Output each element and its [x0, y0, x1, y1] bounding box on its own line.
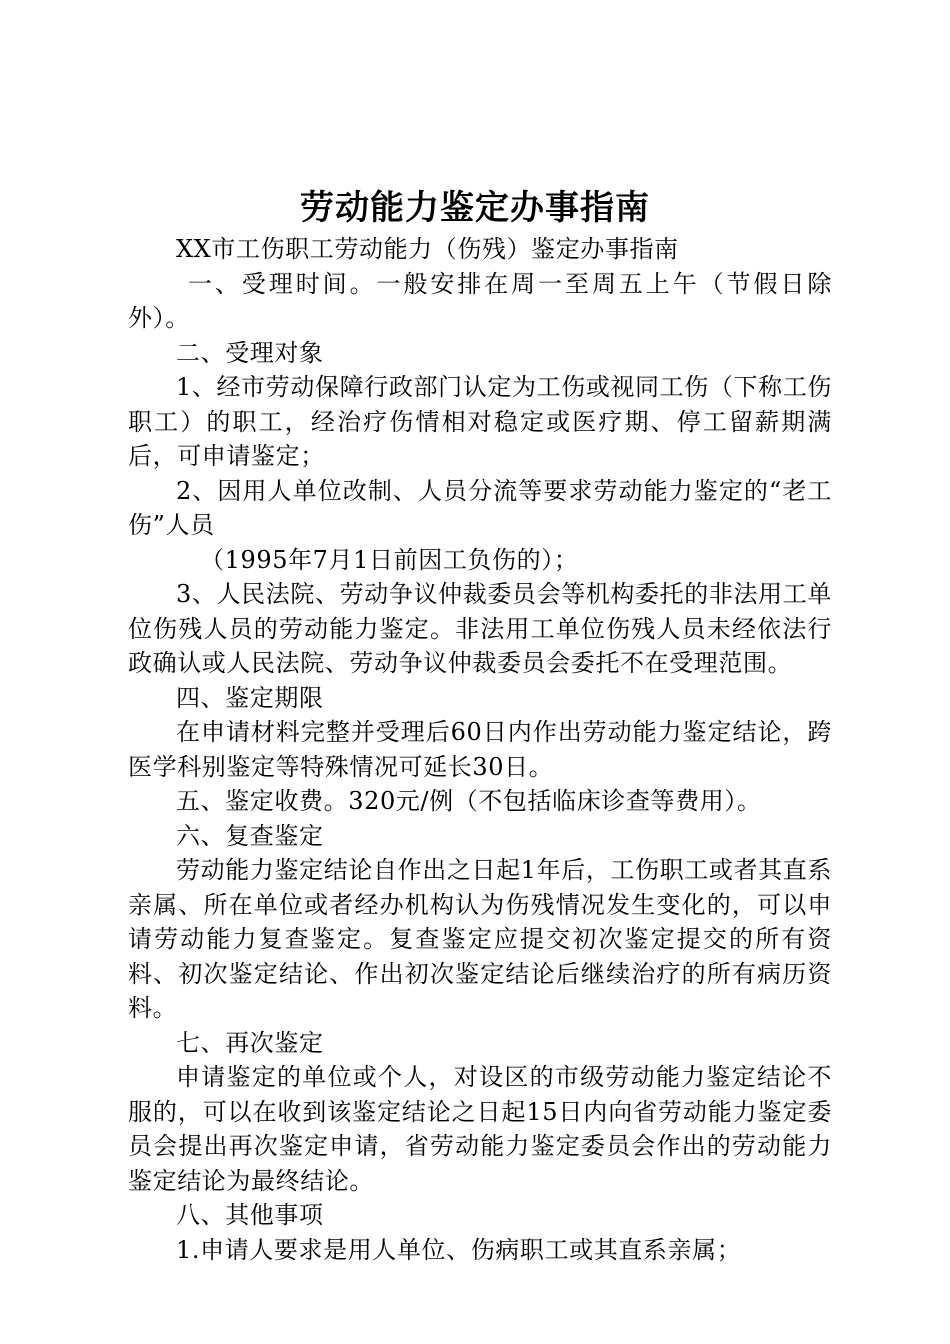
section-2-item-1: 1、经市劳动保障行政部门认定为工伤或视同工伤（下称工伤职工）的职工，经治疗伤情相对稳定或医疗期、停工留薪期满后，可申请鉴定；: [128, 373, 832, 470]
section-4-text: 在申请材料完整并受理后60日内作出劳动能力鉴定结论，跨医学科别鉴定等特殊情况可延长30日。: [128, 718, 832, 781]
section-7-heading: 七、再次鉴定: [176, 1028, 324, 1057]
document-body: [128, 232, 832, 1267]
section-1-acceptance-time: 一、受理时间。一般安排在周一至周五上午（节假日除外）。: [128, 269, 832, 332]
section-6-text: 劳动能力鉴定结论自作出之日起1年后，工伤职工或者其直系亲属、所在单位或者经办机构认为伤残情况发生变化的，可以申请劳动能力复查鉴定。复查鉴定应提交初次鉴定提交的所有资料、初次鉴定结论、作出初次鉴定结论后继续治疗的所有病历资料。: [128, 856, 832, 1022]
section-2-item-2: 2、因用人单位改制、人员分流等要求劳动能力鉴定的“老工伤”人员: [128, 476, 832, 539]
section-2-item-2-note: （1995年7月1日前因工负伤的）；: [200, 545, 579, 574]
section-4-heading: 四、鉴定期限: [176, 683, 324, 712]
document-title: 劳动能力鉴定办事指南: [300, 188, 650, 228]
section-8-heading: 八、其他事项: [176, 1201, 324, 1229]
section-6-heading: 六、复查鉴定: [176, 821, 324, 850]
section-2-heading: 二、受理对象: [176, 338, 324, 367]
section-8-item-1: 1.申请人要求是用人单位、伤病职工或其直系亲属；: [176, 1235, 742, 1264]
section-7-text: 申请鉴定的单位或个人，对设区的市级劳动能力鉴定结论不服的，可以在收到该鉴定结论之日起15日内向省劳动能力鉴定委员会提出再次鉴定申请，省劳动能力鉴定委员会作出的劳动能力鉴定结论为最终结论。: [128, 1063, 832, 1195]
section-2-item-3: 3、人民法院、劳动争议仲裁委员会等机构委托的非法用工单位伤残人员的劳动能力鉴定。非法用工单位伤残人员未经依法行政确认或人民法院、劳动争议仲裁委员会委托不在受理范围。: [128, 580, 832, 677]
section-5-fee: 五、鉴定收费。320元/例（不包括临床诊查等费用）。: [176, 787, 762, 815]
subtitle-paragraph: XX市工伤职工劳动能力（伤残）鉴定办事指南: [176, 235, 679, 263]
